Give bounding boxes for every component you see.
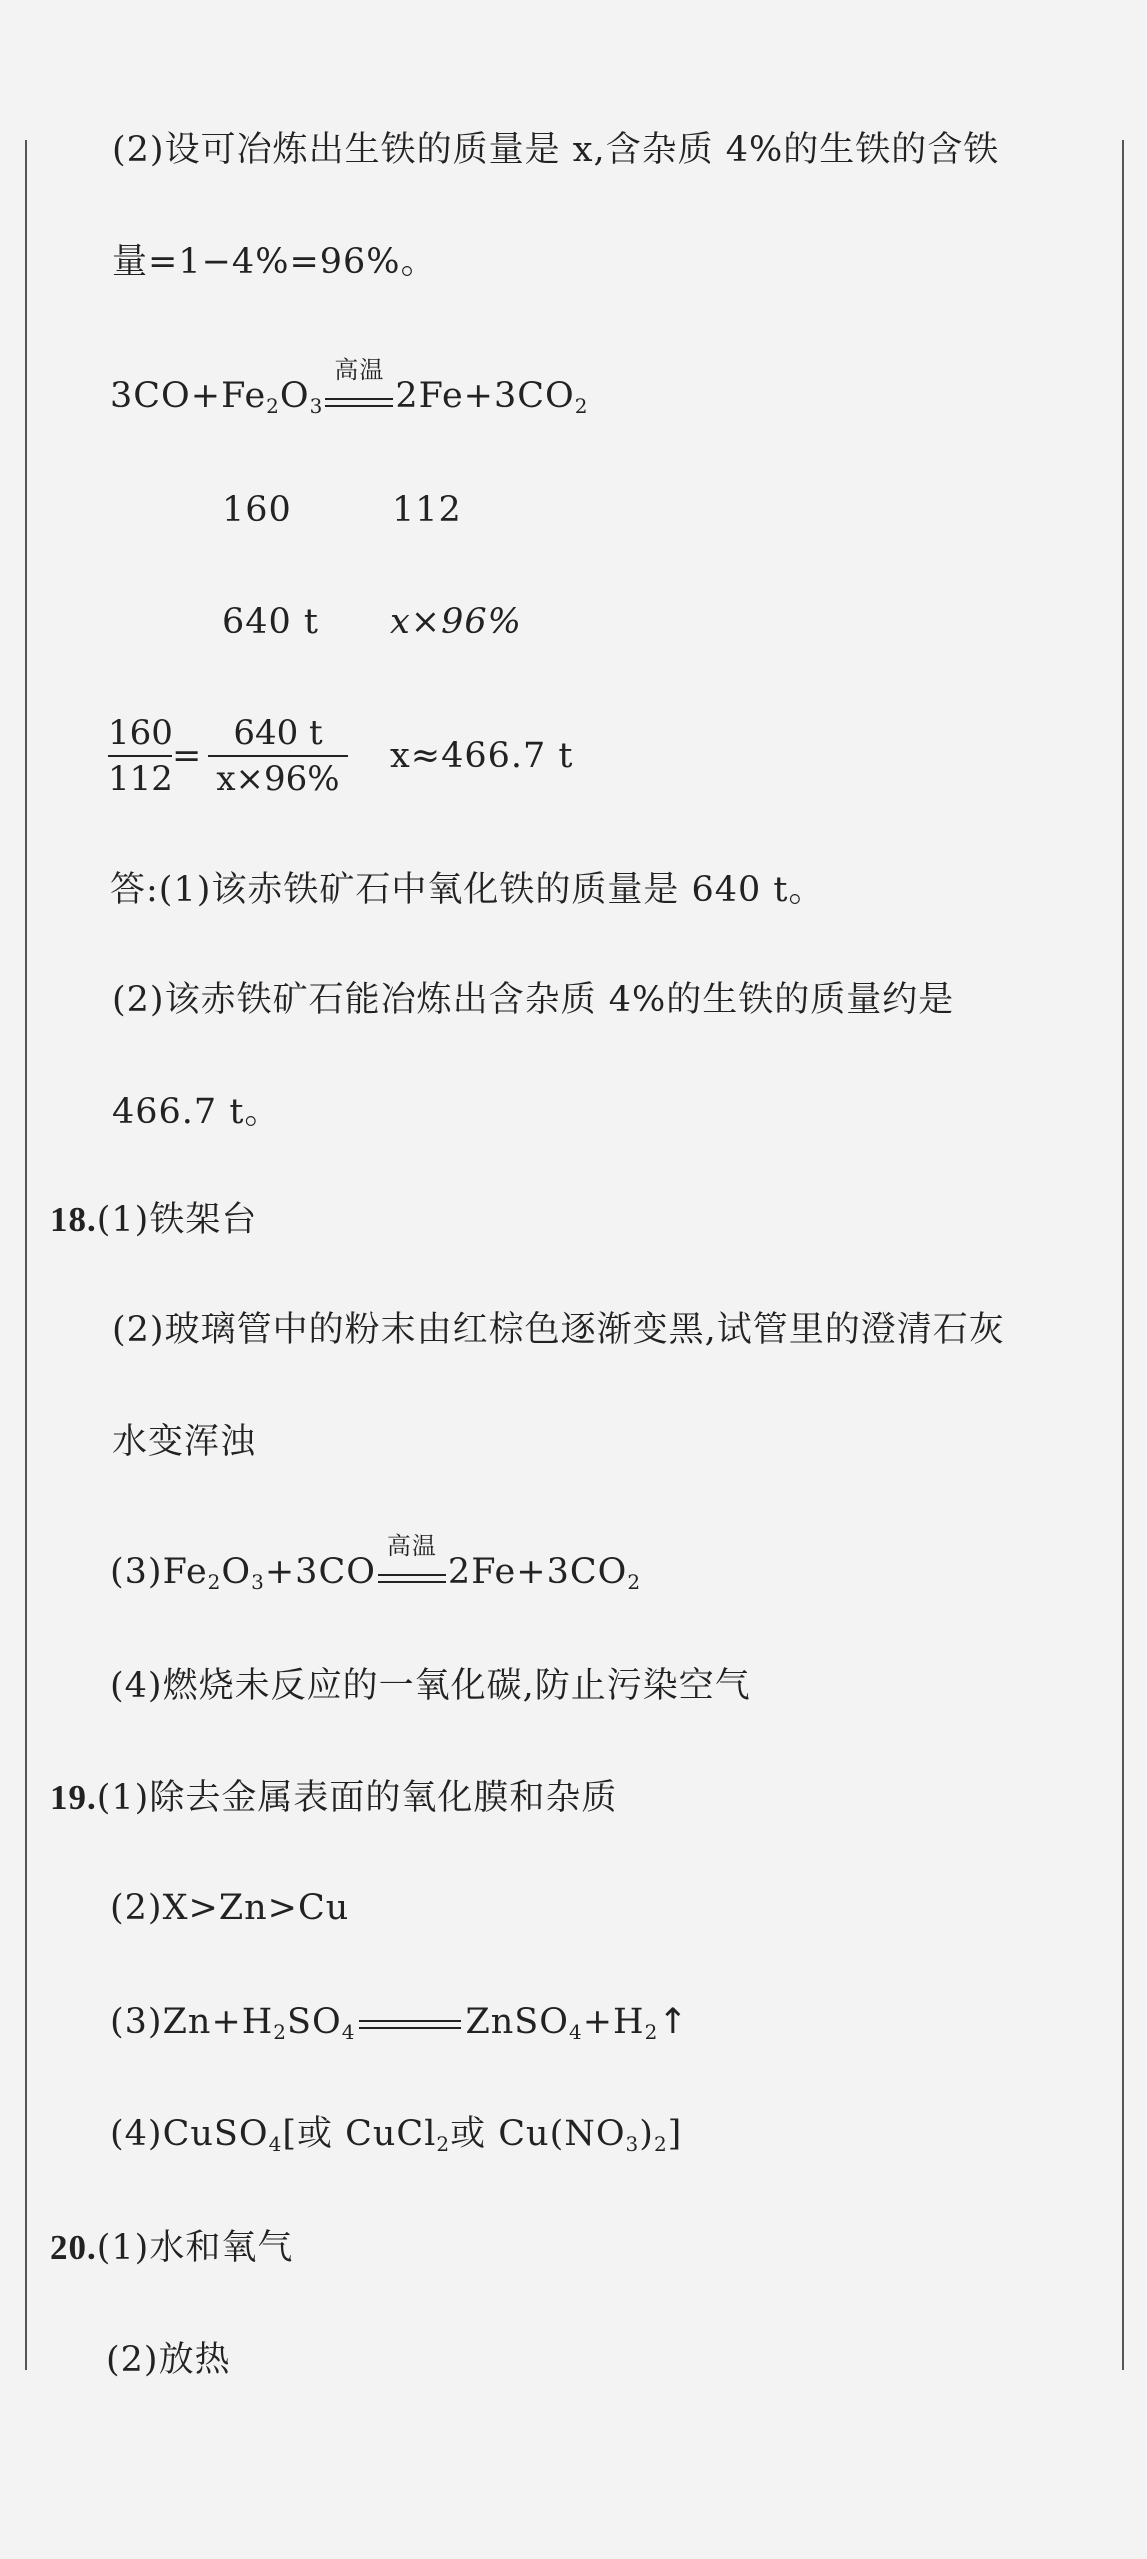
question-20-part-1: 20.(1)水和氧气 xyxy=(50,2228,294,2268)
calc-line-2: 量=1−4%=96%。 xyxy=(112,242,437,282)
question-20-part-2: (2)放热 xyxy=(106,2340,231,2380)
answer-line-3: 466.7 t。 xyxy=(112,1092,281,1132)
fraction-640-x96: 640 t x×96% xyxy=(208,713,348,799)
equation-1: $3CO+Fe_2O_3$ 高温 $2Fe+3CO_2$ xyxy=(110,356,589,418)
question-19-part-1: 19.(1)除去金属表面的氧化膜和杂质 xyxy=(50,1778,618,1818)
left-margin-line xyxy=(25,140,27,2370)
ratio-640t: 640 t xyxy=(222,602,319,642)
answer-line-1: 答:(1)该赤铁矿石中氧化铁的质量是 640 t。 xyxy=(110,870,825,910)
fraction-160-112: 160 112 xyxy=(108,713,173,799)
high-temp-condition: 高温 xyxy=(376,1550,448,1594)
right-margin-line xyxy=(1122,140,1124,2370)
gas-arrow-icon: ↑ xyxy=(658,2002,689,2042)
ratio-x96: x×96% xyxy=(390,602,522,642)
question-18-part-3: $(3)Fe_2O_3+3CO$ 高温 $2Fe+3CO_2$ xyxy=(110,1532,642,1594)
question-18-part-4: (4)燃烧未反应的一氧化碳,防止污染空气 xyxy=(110,1666,751,1706)
question-18-part-2b: 水变浑浊 xyxy=(112,1422,257,1462)
question-19-part-4: (4)CuSO$_4$[或 CuCl$_2$或 $Cu(NO_3)_2$] xyxy=(110,2114,683,2156)
reaction-equals-bar xyxy=(355,2000,465,2044)
fraction-equals: = xyxy=(172,736,203,776)
ratio-112: 112 xyxy=(392,490,462,530)
question-19-part-2: (2)X>Zn>Cu xyxy=(110,1888,350,1928)
high-temp-condition: 高温 xyxy=(323,374,395,418)
calc-line-1: (2)设可冶炼出生铁的质量是 x,含杂质 4%的生铁的含铁 xyxy=(112,130,1000,170)
ratio-160: 160 xyxy=(222,490,292,530)
question-18-part-1: 18.(1)铁架台 xyxy=(50,1200,258,1240)
question-19-part-3: $(3)Zn+H_2SO_4$ $ZnSO_4+H_2↑$ xyxy=(110,2002,689,2044)
question-18-part-2a: (2)玻璃管中的粉末由红棕色逐渐变黑,试管里的澄清石灰 xyxy=(112,1310,1005,1350)
answer-line-2: (2)该赤铁矿石能冶炼出含杂质 4%的生铁的质量约是 xyxy=(112,980,955,1020)
approx-result: x≈466.7 t xyxy=(390,736,574,776)
